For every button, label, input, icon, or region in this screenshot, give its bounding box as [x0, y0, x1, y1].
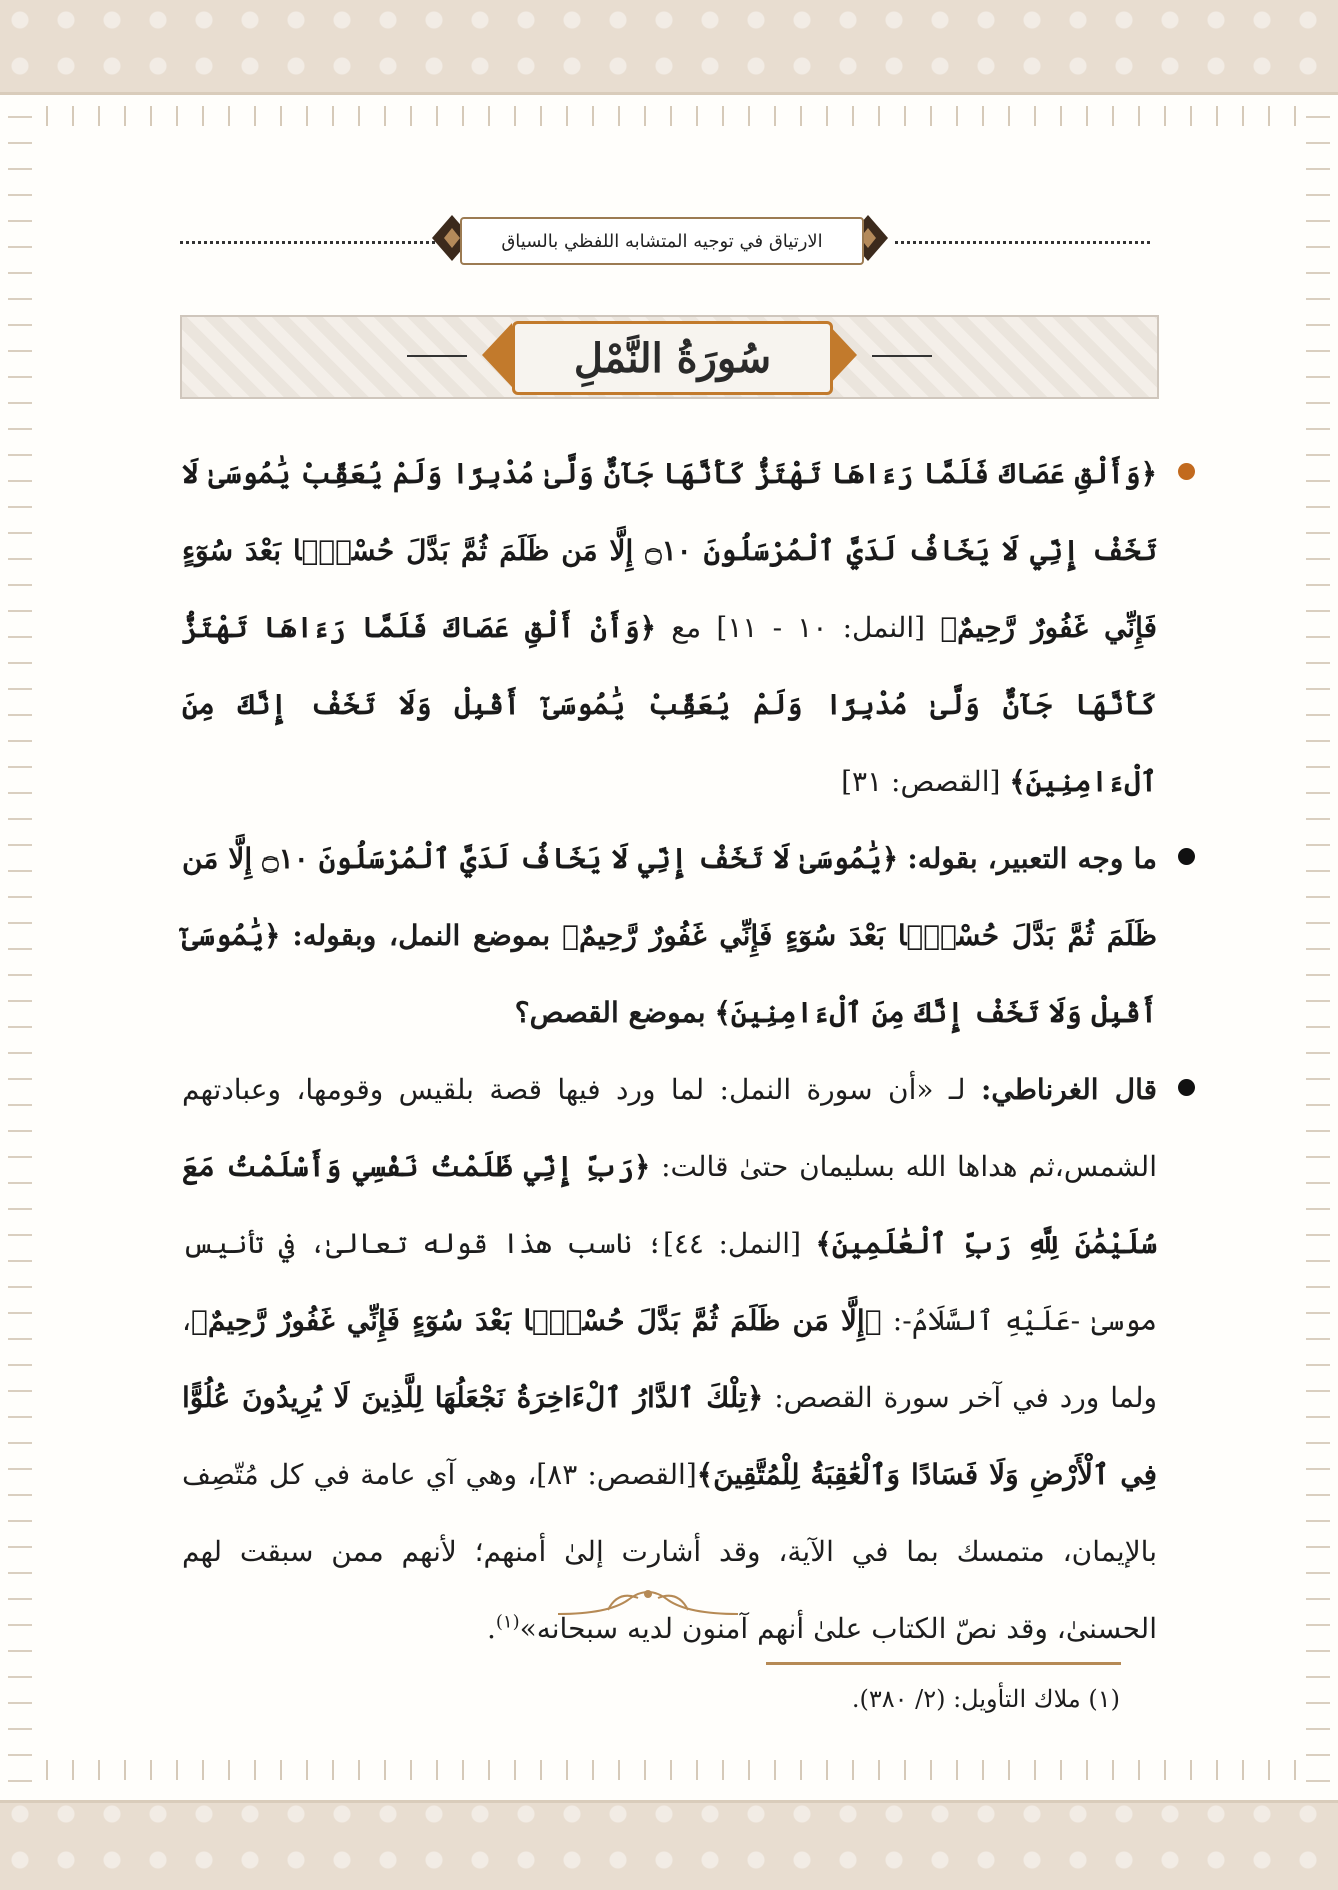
surah-header-line-right: [872, 355, 932, 357]
footnote-marker[interactable]: (١): [495, 1611, 520, 1633]
quran-verse: ﴿رَبِّ إِنِّي ظَلَمْتُ نَفْسِي وَأَسْلَمْتُ مَعَ سُلَيْمَٰنَ لِلَّهِ رَبِّ ٱلْعَٰلَمِينَ﴾: [182, 1150, 1157, 1260]
bottom-ornament-border: [30, 1760, 1308, 1780]
question-text: بموضع النمل، وبقوله:: [292, 919, 551, 952]
verse-reference: [القصص: ٨٣]،: [527, 1458, 697, 1491]
paragraph-1: [182, 435, 1157, 820]
footnote: (١) ملاك التأويل: (٢/ ٣٨٠).: [851, 1685, 1120, 1713]
surah-header: [180, 315, 1159, 399]
footnote-separator: [766, 1662, 1121, 1665]
cartouche-cap-icon: [482, 323, 512, 387]
quran-verse: ﴿تِلْكَ ٱلدَّارُ ٱلْءَاخِرَةُ نَجْعَلُهَا لِلَّذِينَ لَا يُرِيدُونَ عُلُوًّا فِي ٱلْأَرْضِ وَلَا فَسَادًا وَٱلْعَٰقِبَةُ لِلْمُتَّقِينَ﴾: [182, 1381, 1157, 1491]
running-head: [180, 215, 1150, 269]
sentence-end: .: [486, 1612, 496, 1645]
connector-text: مع: [671, 611, 702, 644]
verse-reference: [القصص: ٣١]: [841, 765, 1001, 798]
paragraph-2: [182, 820, 1157, 1051]
book-title: الارتياق في توجيه المتشابه اللفظي بالسياق: [460, 217, 864, 265]
main-text: [182, 435, 1157, 1667]
answer-text: لـ «أن سورة النمل: لما ورد فيها قصة بلقيس وقومها، وعبادتهم الشمس،ثم هداها الله بسليمان حتىٰ قالت:: [182, 1073, 1157, 1183]
answer-text: ؛ ناسب هذا قوله تعالىٰ، في تأنيس موسىٰ -عَلَيْهِ ٱلسَّلَامُ-:: [182, 1227, 1157, 1337]
answer-lead: قال الغرناطي:: [980, 1073, 1157, 1106]
paragraph-3: [182, 1051, 1157, 1667]
question-text: بموضع القصص؟: [514, 996, 706, 1029]
bullet-icon: [1178, 1079, 1195, 1096]
answer-text: ، ولما ورد في آخر سورة القصص:: [182, 1304, 1158, 1414]
running-head-dots-left: [180, 241, 435, 244]
quran-verse: ﴿إِلَّا مَن ظَلَمَ ثُمَّ بَدَّلَ حُسْنًۢا بَعْدَ سُوٓءٍ فَإِنِّي غَفُورٌ رَّحِيمٌ﴾: [191, 1304, 882, 1337]
quran-verse: ﴿وَأَلْقِ عَصَاكَ فَلَمَّا رَءَاهَا تَهْتَزُّ كَأَنَّهَا جَآنٌّ وَلَّىٰ مُدْبِرًا وَلَمْ يُعَقِّبْ يَٰمُوسَىٰ لَا تَخَفْ إِنِّي لَا يَخَافُ لَدَيَّ ٱلْمُرْسَلُونَ ۝١٠ إِلَّا مَن ظَلَمَ ثُمَّ بَدَّلَ حُسْنًۢا بَعْدَ سُوٓءٍ فَإِنِّي غَفُورٌ رَّحِيمٌ﴾: [182, 457, 1158, 644]
running-head-dots-right: [895, 241, 1150, 244]
quran-verse: ﴿وَأَنْ أَلْقِ عَصَاكَ فَلَمَّا رَءَاهَا تَهْتَزُّ كَأَنَّهَا جَآنٌّ وَلَّىٰ مُدْبِرًا وَلَمْ يُعَقِّبْ يَٰمُوسَىٰٓ أَقْبِلْ وَلَا تَخَفْ إِنَّكَ مِنَ ٱلْءَامِنِينَ﴾: [182, 611, 1157, 798]
surah-title: سُورَةُ النَّمْلِ: [512, 321, 833, 395]
right-ornament-border: [1306, 100, 1330, 1790]
bullet-icon: [1178, 463, 1195, 480]
bullet-icon: [1178, 848, 1195, 865]
quran-verse: ﴿يَٰمُوسَىٰٓ أَقْبِلْ وَلَا تَخَفْ إِنَّكَ مِنَ ٱلْءَامِنِينَ﴾: [182, 919, 1157, 1029]
verse-reference: [النمل: ٤٤]: [662, 1227, 801, 1260]
question-lead: ما وجه التعبير، بقوله:: [907, 842, 1157, 875]
answer-text: وهي آي عامة في كل مُتّصِف بالإيمان، متمسك بما في الآية، وقد أشارت إلىٰ أمنهم؛ لأنهم ممن سبقت لهم الحسنىٰ، وقد نصّ الكتاب علىٰ أنهم آمنون لديه سبحانه»: [182, 1458, 1157, 1645]
surah-header-line-left: [407, 355, 467, 357]
top-ornament-border: [30, 106, 1308, 126]
verse-reference: [النمل: ١٠ - ١١]: [716, 611, 926, 644]
quran-verse: ﴿يَٰمُوسَىٰ لَا تَخَفْ إِنِّي لَا يَخَافُ لَدَيَّ ٱلْمُرْسَلُونَ ۝١٠ إِلَّا مَن ظَلَمَ ثُمَّ بَدَّلَ حُسْنًۢا بَعْدَ سُوٓءٍ فَإِنِّي غَفُورٌ رَّحِيمٌ﴾: [182, 842, 1157, 952]
flourish-ornament-icon: [548, 1580, 748, 1622]
left-ornament-border: [8, 100, 32, 1790]
